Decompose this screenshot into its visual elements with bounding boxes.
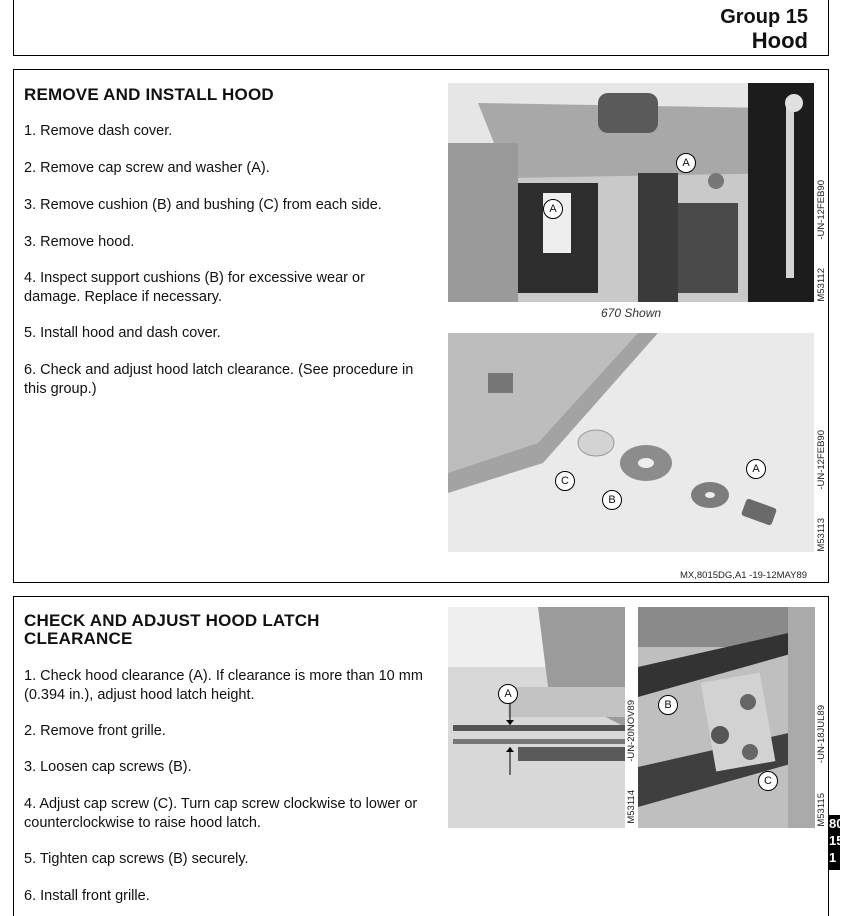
image-code: -UN-20NOV89 (626, 700, 637, 762)
step-item: 4. Inspect support cushions (B) for excessive wear or damage. Replace if necessary. (24, 270, 365, 305)
group-number: Group 15 (720, 6, 808, 28)
callout-b: B (658, 695, 678, 715)
section-title: CHECK AND ADJUST HOOD LATCH CLEARANCE (24, 611, 320, 648)
step-item: 2. Remove cap screw and washer (A). (24, 160, 270, 176)
image-code: M53115 (816, 793, 827, 827)
image-code: -UN-12FEB90 (816, 180, 827, 240)
page-header (13, 0, 829, 56)
callout-a: A (746, 459, 766, 479)
step-item: 3. Remove hood. (24, 234, 135, 250)
latch-screws-photo (638, 607, 815, 828)
step-item: 3. Remove cushion (B) and bushing (C) from each side. (24, 197, 382, 213)
tab-line: 1 (829, 850, 837, 865)
step-item: 3. Loosen cap screws (B). (24, 759, 192, 775)
photo-caption: 670 Shown (601, 306, 662, 320)
step-item: 6. Check and adjust hood latch clearance. (See procedure in this group.) (24, 362, 414, 397)
document-code: MX,8015DG,A1 -19-12MAY89 (680, 570, 808, 581)
image-code: M53113 (816, 518, 827, 552)
step-item: 5. Install hood and dash cover. (24, 325, 221, 341)
callout-a: A (676, 153, 696, 173)
step-item: 1. Remove dash cover. (24, 123, 173, 139)
tab-line: 80 (829, 816, 843, 831)
callout-b: B (602, 490, 622, 510)
callout-a: A (498, 684, 518, 704)
step-item: 2. Remove front grille. (24, 723, 166, 739)
image-code: -UN-18JUL89 (816, 705, 827, 764)
hood-parts-photo (448, 333, 814, 552)
image-code: M53114 (626, 790, 637, 824)
group-title: Hood (751, 28, 808, 53)
step-item: 1. Check hood clearance (A). If clearance is more than 10 mm (0.394 in.), adjust hood latch height. (24, 668, 423, 703)
image-code: -UN-12FEB90 (816, 430, 827, 490)
callout-c: C (758, 771, 778, 791)
page-tab-marker (828, 815, 843, 870)
step-item: 4. Adjust cap screw (C). Turn cap screw clockwise to lower or counterclockwise to raise hood latch. (24, 796, 418, 831)
callout-a: A (543, 199, 563, 219)
section-title: REMOVE AND INSTALL HOOD (24, 85, 274, 104)
callout-c: C (555, 471, 575, 491)
image-code: M53112 (816, 268, 827, 302)
hood-dash-photo (448, 83, 814, 302)
hood-clearance-photo (448, 607, 625, 828)
step-item: 5. Tighten cap screws (B) securely. (24, 851, 249, 867)
step-item: 6. Install front grille. (24, 888, 150, 904)
tab-line: 15 (829, 833, 843, 848)
